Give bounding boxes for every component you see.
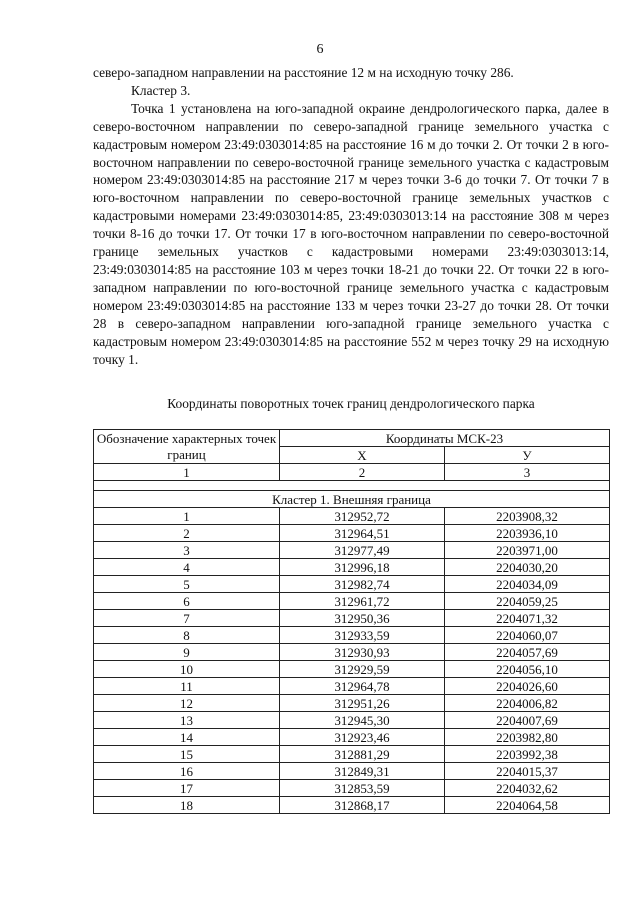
table-row: [94, 695, 610, 712]
x-cell: 312982,74: [280, 576, 445, 593]
table-row: [94, 678, 610, 695]
table-row: [94, 661, 610, 678]
x-cell: 312996,18: [280, 559, 445, 576]
body-text: [93, 64, 609, 368]
x-cell: 312929,59: [280, 661, 445, 678]
table-row: [94, 508, 610, 525]
x-cell: 312853,59: [280, 780, 445, 797]
y-cell: 2203992,38: [445, 746, 610, 763]
y-cell: 2204056,10: [445, 661, 610, 678]
section-row: [94, 491, 610, 508]
table-row: [94, 576, 610, 593]
y-cell: 2203971,00: [445, 542, 610, 559]
x-cell: 312930,93: [280, 644, 445, 661]
x-cell: 312933,59: [280, 627, 445, 644]
point-cell: 4: [94, 559, 280, 576]
y-cell: 2204032,62: [445, 780, 610, 797]
point-cell: 14: [94, 729, 280, 746]
y-cell: 2204059,25: [445, 593, 610, 610]
spacer-row: [94, 481, 610, 491]
point-cell: 16: [94, 763, 280, 780]
y-cell: 2203908,32: [445, 508, 610, 525]
x-cell: 312952,72: [280, 508, 445, 525]
table-row: [94, 627, 610, 644]
table-row: [94, 712, 610, 729]
point-cell: 6: [94, 593, 280, 610]
header-y: У: [445, 447, 610, 464]
y-cell: 2204057,69: [445, 644, 610, 661]
point-cell: 10: [94, 661, 280, 678]
point-cell: 17: [94, 780, 280, 797]
header-coordinates: Координаты МСК-23: [280, 430, 610, 447]
table-row: [94, 729, 610, 746]
header-point-designation: Обозначение характерных точек границ: [94, 430, 280, 464]
coordinates-table: [93, 429, 610, 814]
y-cell: 2204034,09: [445, 576, 610, 593]
x-cell: 312945,30: [280, 712, 445, 729]
table-title: Координаты поворотных точек границ дендрологического парка: [167, 396, 535, 411]
x-cell: 312961,72: [280, 593, 445, 610]
point-cell: 1: [94, 508, 280, 525]
y-cell: 2204015,37: [445, 763, 610, 780]
y-cell: 2204064,58: [445, 797, 610, 814]
y-cell: 2204006,82: [445, 695, 610, 712]
point-cell: 18: [94, 797, 280, 814]
point-cell: 12: [94, 695, 280, 712]
x-cell: 312849,31: [280, 763, 445, 780]
y-cell: 2204060,07: [445, 627, 610, 644]
x-cell: 312964,51: [280, 525, 445, 542]
y-cell: 2204007,69: [445, 712, 610, 729]
x-cell: 312923,46: [280, 729, 445, 746]
x-cell: 312881,29: [280, 746, 445, 763]
point-cell: 7: [94, 610, 280, 627]
x-cell: 312951,26: [280, 695, 445, 712]
table-row: [94, 644, 610, 661]
table-row: [94, 525, 610, 542]
x-cell: 312977,49: [280, 542, 445, 559]
y-cell: 2204026,60: [445, 678, 610, 695]
table-row: [94, 763, 610, 780]
section-label: Кластер 1. Внешняя граница: [94, 491, 610, 508]
y-cell: 2204071,32: [445, 610, 610, 627]
point-cell: 8: [94, 627, 280, 644]
x-cell: 312868,17: [280, 797, 445, 814]
point-cell: 2: [94, 525, 280, 542]
x-cell: 312950,36: [280, 610, 445, 627]
table-row: [94, 797, 610, 814]
point-cell: 15: [94, 746, 280, 763]
column-number-3: 3: [445, 464, 610, 481]
point-cell: 11: [94, 678, 280, 695]
point-cell: 5: [94, 576, 280, 593]
point-cell: 13: [94, 712, 280, 729]
point-cell: 9: [94, 644, 280, 661]
table-row: [94, 559, 610, 576]
paragraph-continuation: северо-западном направлении на расстояние 12 м на исходную точку 286.: [93, 65, 514, 80]
table-row: [94, 593, 610, 610]
x-cell: 312964,78: [280, 678, 445, 695]
table-row: [94, 780, 610, 797]
table-row: [94, 542, 610, 559]
table-row: [94, 746, 610, 763]
point-cell: 3: [94, 542, 280, 559]
column-number-2: 2: [280, 464, 445, 481]
paragraph-description: Точка 1 установлена на юго-западной окраине дендрологического парка, далее в северо-восточном направлении по северо-западной границе земельного участка с кадастровым номером 23:49:0303014:85 на расстояние 16 м до точки 2. От точки 2 в юго-восточном направлении по северо-восточной границе земельного участка с кадастровым номером 23:49:0303014:85 на расстояние 217 м через точки 3-6 до точки 7. От точки 7 в юго-восточном направлении по северо-восточной границе земельных участков с кадастровыми номерами 23:49:0303014:85, 23:49:0303013:14 на расстояние 308 м через точки 8-16 до точки 17. От точки 17 в юго-восточном направлении по северо-восточной границе земельных участков с кадастровыми номерами 23:49:0303013:14, 23:49:0303014:85 на расстояние 103 м через точки 18-21 до точки 22. От точки 22 в юго-западном направлении по юго-восточной границе земельного участка с кадастровым номером 23:49:0303014:85 на расстояние 133 м через точки 23-27 до точки 28. От точки 28 в северо-западном направлении юго-западной границе земельного участка с кадастровым номером 23:49:0303014:85 на расстояние 552 м через точку 29 на исходную точку 1.: [93, 100, 609, 367]
page-number: 6: [316, 42, 324, 57]
y-cell: 2203936,10: [445, 525, 610, 542]
y-cell: 2204030,20: [445, 559, 610, 576]
table-row: [94, 610, 610, 627]
y-cell: 2203982,80: [445, 729, 610, 746]
column-number-1: 1: [94, 464, 280, 481]
header-x: Х: [280, 447, 445, 464]
cluster-heading: Кластер 3.: [131, 82, 191, 98]
